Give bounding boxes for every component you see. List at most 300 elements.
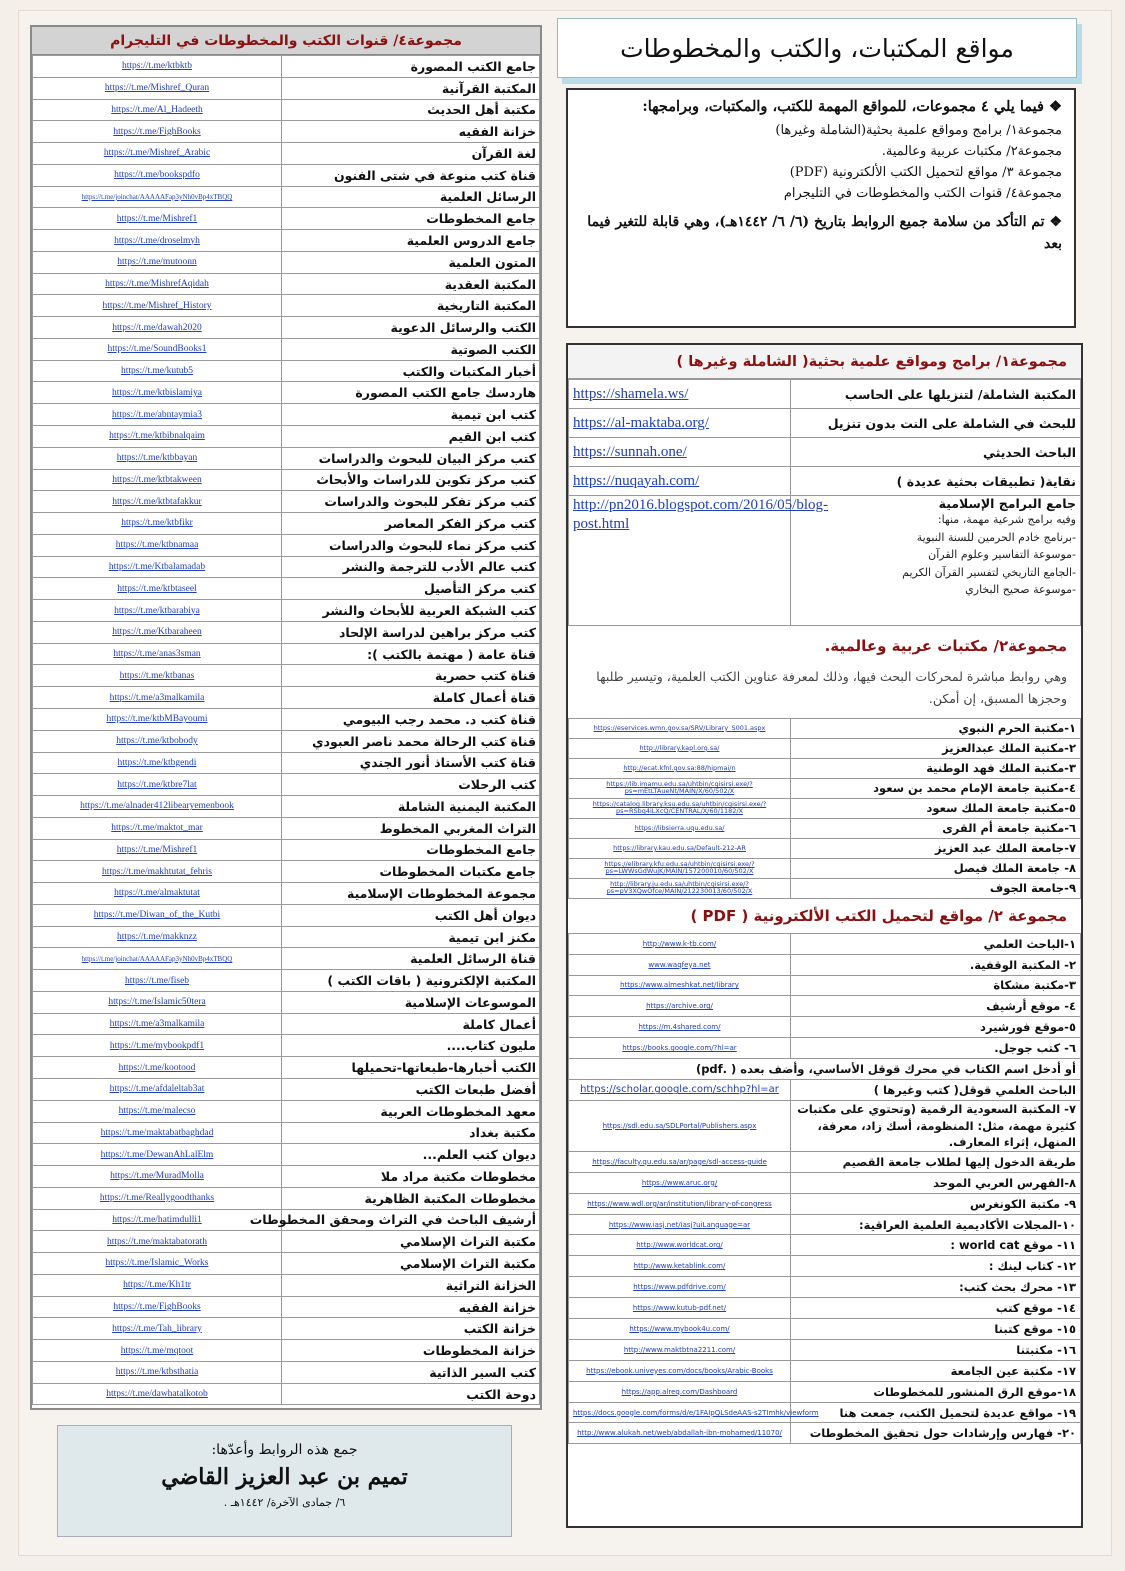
channel-name: قناة كتب حصرية xyxy=(282,665,540,687)
group4-heading: مجموعة٤/ قنوات الكتب والمخطوطات في التليجرام xyxy=(32,27,540,55)
table-row xyxy=(33,904,540,926)
table-row xyxy=(33,208,540,230)
channel-name: هاردسك جامع الكتب المصورة xyxy=(282,382,540,404)
table-row xyxy=(33,643,540,665)
channel-link[interactable]: https://t.me/maktabatbaghdad xyxy=(33,1122,282,1144)
table-row xyxy=(33,578,540,600)
channel-link[interactable]: https://t.me/MishrefAqidah xyxy=(33,273,282,295)
intro-box xyxy=(566,88,1076,328)
channel-link[interactable]: https://t.me/Ktbaraheen xyxy=(33,621,282,643)
channel-name: قناة كتب د. محمد رجب البيومي xyxy=(282,708,540,730)
download-site-name: ١٧- مكتبة عين الجامعة xyxy=(791,1360,1081,1381)
table-row xyxy=(33,426,540,448)
intro-heading: ❖ فيما يلي ٤ مجموعات، للمواقع المهمة للكتب، والمكتبات، وبرامجها: xyxy=(642,98,1062,115)
table-row xyxy=(33,796,540,818)
site-name: الباحث الحديثي xyxy=(791,438,1081,467)
download-site-name: ١٠-المجلات الأكاديمية العلمية العراقية: xyxy=(791,1214,1081,1235)
table-row xyxy=(569,438,1081,467)
programs-name: جامع البرامج الإسلامية xyxy=(938,496,1076,511)
table-row xyxy=(33,1340,540,1362)
table-row xyxy=(569,1214,1081,1235)
channel-link[interactable]: https://t.me/Mishref_Quran xyxy=(33,77,282,99)
table-row xyxy=(33,970,540,992)
channel-link[interactable]: https://t.me/bookspdfo xyxy=(33,164,282,186)
channel-name: أعمال كاملة xyxy=(282,1013,540,1035)
channel-link[interactable]: https://t.me/dawhatalkotob xyxy=(33,1383,282,1405)
table-row xyxy=(33,273,540,295)
programs-link[interactable]: http://pn2016.blogspot.com/2016/05/blog-post.html xyxy=(569,496,791,626)
library-link[interactable]: https://elibrary.kfu.edu.sa/uhtbin/cgisirsi.exe/?ps=LWWsGdWujK/MAIN/157200010/60/502/X xyxy=(569,858,791,878)
table-row xyxy=(33,295,540,317)
table-row xyxy=(33,121,540,143)
channel-link[interactable]: https://t.me/ktbsthatia xyxy=(33,1361,282,1383)
channel-name: كتب مركز البيان للبحوث والدراسات xyxy=(282,447,540,469)
channel-link[interactable]: https://t.me/anas3sman xyxy=(33,643,282,665)
channel-name: المكتبة اليمنية الشاملة xyxy=(282,796,540,818)
channel-link[interactable]: https://t.me/makhtutat_fehris xyxy=(33,861,282,883)
group1-table xyxy=(568,379,1081,626)
channel-link[interactable]: https://t.me/malecso xyxy=(33,1100,282,1122)
channel-name: المكتبة الإلكترونية ( باقات الكتب ) xyxy=(282,970,540,992)
signature-date: ٦/ جمادى الآخرة/ ١٤٤٢هـ . xyxy=(223,1496,346,1509)
table-row xyxy=(33,621,540,643)
channel-name: جامع الدروس العلمية xyxy=(282,230,540,252)
download-site-name: ١٥- موقع كتبنا xyxy=(791,1319,1081,1340)
channel-link[interactable]: https://t.me/ktbibnalqaim xyxy=(33,426,282,448)
library-name: ٦-مكتبة جامعة أم القرى xyxy=(791,818,1081,838)
channel-name: خزانة الفقيه xyxy=(282,121,540,143)
channel-name: كتب مركز تكوين للدراسات والأبحاث xyxy=(282,469,540,491)
library-link[interactable]: http://library.ju.edu.sa/uhtbin/cgisirsi.exe/?ps=pV3XQwOfce/MAIN/212230013/60/502/X xyxy=(569,878,791,898)
table-row xyxy=(33,1078,540,1100)
table-row xyxy=(569,1151,1081,1172)
download-site-link[interactable]: http://www.maktbtna2211.com/ xyxy=(569,1339,791,1360)
channel-link[interactable]: https://t.me/Ktbalamadab xyxy=(33,556,282,578)
download-site-link[interactable]: https://m.4shared.com/ xyxy=(569,1017,791,1038)
table-row xyxy=(569,496,1081,626)
page-title: مواقع المكتبات، والكتب والمخطوطات xyxy=(557,18,1077,78)
download-site-name: ٨-الفهرس العربي الموحد xyxy=(791,1172,1081,1193)
site-name: للبحث في الشاملة على النت بدون تنزيل xyxy=(791,409,1081,438)
table-row xyxy=(33,404,540,426)
channel-link[interactable]: https://t.me/Islamic50tera xyxy=(33,991,282,1013)
table-row xyxy=(33,1253,540,1275)
library-name: ١-مكتبة الحرم النبوي xyxy=(791,718,1081,738)
table-row xyxy=(569,1017,1081,1038)
channel-link[interactable]: https://t.me/a3malkamila xyxy=(33,687,282,709)
channel-name: جامع الكتب المصورة xyxy=(282,56,540,78)
table-row xyxy=(569,933,1081,954)
channel-link[interactable]: https://t.me/FighBooks xyxy=(33,121,282,143)
download-site-link[interactable]: www.waqfeya.net xyxy=(569,954,791,975)
table-row xyxy=(33,513,540,535)
table-row xyxy=(33,230,540,252)
table-row xyxy=(569,1339,1081,1360)
channel-link[interactable]: https://t.me/ktbtafakkur xyxy=(33,491,282,513)
download-site-link[interactable]: http://www.k-tb.com/ xyxy=(569,933,791,954)
download-site-link[interactable]: https://books.google.com/?hl=ar xyxy=(569,1038,791,1059)
table-row xyxy=(569,738,1081,758)
table-row xyxy=(33,991,540,1013)
channel-link[interactable]: https://t.me/SoundBooks1 xyxy=(33,338,282,360)
channel-name: معهد المخطوطات العربية xyxy=(282,1100,540,1122)
channel-link[interactable]: https://t.me/joinchat/AAAAAFap3yNh0vBp4xTBQQ xyxy=(33,186,282,208)
channel-link[interactable]: https://t.me/maktot_mar xyxy=(33,817,282,839)
channel-link[interactable]: https://t.me/Al_Hadeeth xyxy=(33,99,282,121)
download-site-link[interactable]: http://www.ketablink.com/ xyxy=(569,1256,791,1277)
table-row xyxy=(569,380,1081,409)
table-row xyxy=(33,1144,540,1166)
channel-name: جامع مكتبات المخطوطات xyxy=(282,861,540,883)
download-site-name: ١٦- مكتبتنا xyxy=(791,1339,1081,1360)
channel-link[interactable]: https://t.me/ktbarabiya xyxy=(33,600,282,622)
library-link[interactable]: https://libsierra.uqu.edu.sa/ xyxy=(569,818,791,838)
download-site-link[interactable]: https://faculty.qu.edu.sa/ar/page/sdl-access-guide xyxy=(569,1151,791,1172)
download-site-link[interactable]: https://www.wdl.org/ar/institution/library-of-congress xyxy=(569,1193,791,1214)
download-site-link[interactable]: https://scholar.google.com/schhp?hl=ar xyxy=(569,1079,791,1100)
download-site-name: ٤- موقع أرشيف xyxy=(791,996,1081,1017)
download-site-name: ١٢- كتاب لينك : xyxy=(791,1256,1081,1277)
intro-item: مجموعة٢/ مكتبات عربية وعالمية. xyxy=(881,144,1062,159)
download-site-name: ١٨-موقع الرق المنشور للمخطوطات xyxy=(791,1381,1081,1402)
channel-name: خزانة الكتب xyxy=(282,1318,540,1340)
table-row xyxy=(569,1059,1081,1080)
telegram-channels-table xyxy=(32,55,540,1405)
channel-link[interactable]: https://t.me/Reallygoodthanks xyxy=(33,1187,282,1209)
download-site-link[interactable]: https://docs.google.com/forms/d/e/1FAIpQLSdeAAS-s2TImhk/viewform xyxy=(569,1402,791,1423)
channel-name: مكتبة أهل الحديث xyxy=(282,99,540,121)
download-site-link[interactable]: https://ebook.univeyes.com/docs/books/Arabic-Books xyxy=(569,1360,791,1381)
channel-name: الكتب والرسائل الدعوية xyxy=(282,317,540,339)
group2-heading: مجموعة٢/ مكتبات عربية وعالمية. xyxy=(824,637,1067,655)
program-item: -موسوعة التفاسير وعلوم القرآن xyxy=(928,548,1076,562)
channel-link[interactable]: https://t.me/Islamic_Works xyxy=(33,1253,282,1275)
channel-link[interactable]: https://t.me/MuradMolla xyxy=(33,1166,282,1188)
table-row xyxy=(33,469,540,491)
download-site-name: ٢- المكتبة الوقفية. xyxy=(791,954,1081,975)
channel-link[interactable]: https://t.me/ktbtakween xyxy=(33,469,282,491)
table-row xyxy=(569,1079,1081,1100)
library-name: ٢-مكتبة الملك عبدالعزيز xyxy=(791,738,1081,758)
download-site-link[interactable]: https://www.pdfdrive.com/ xyxy=(569,1277,791,1298)
table-row xyxy=(33,1187,540,1209)
channel-link[interactable]: https://t.me/ktbislamiya xyxy=(33,382,282,404)
table-row xyxy=(33,1361,540,1383)
group2-description: وهي روابط مباشرة لمحركات البحث فيها، وذلك لمعرفة عناوين الكتب العلمية، وتيسير طلبها وحجزها المسبق، إن أمكن. xyxy=(596,669,1067,706)
download-site-name: الباحث العلمي قوقل( كتب وغيرها ) xyxy=(791,1079,1081,1100)
table-row xyxy=(569,838,1081,858)
channel-link[interactable]: https://t.me/DewanAhLalElm xyxy=(33,1144,282,1166)
group3-table xyxy=(568,933,1081,1445)
google-tip: أو أدخل اسم الكتاب في محرك قوقل الأساسي، وأضف بعده ( .pdf) xyxy=(569,1059,1081,1080)
table-row xyxy=(33,687,540,709)
table-row xyxy=(569,878,1081,898)
table-row xyxy=(33,752,540,774)
table-row xyxy=(33,1296,540,1318)
table-row xyxy=(33,1100,540,1122)
channel-name: التراث المغربي المخطوط xyxy=(282,817,540,839)
download-site-link[interactable]: http://www.worldcat.org/ xyxy=(569,1235,791,1256)
site-link[interactable]: https://sunnah.one/ xyxy=(569,438,791,467)
channel-link[interactable]: https://t.me/mybookpdf1 xyxy=(33,1035,282,1057)
download-site-name: ٢٠- فهارس وإرشادات حول تحقيق المخطوطات xyxy=(791,1423,1081,1444)
channel-name: جامع المخطوطات xyxy=(282,839,540,861)
table-row xyxy=(33,1318,540,1340)
channel-name: قناة أعمال كاملة xyxy=(282,687,540,709)
channel-link[interactable]: https://t.me/Mishref_Arabic xyxy=(33,143,282,165)
table-row xyxy=(569,1100,1081,1151)
channel-name: مكنز ابن تيمية xyxy=(282,926,540,948)
table-row xyxy=(569,798,1081,818)
download-site-name: ٦- كتب جوجل. xyxy=(791,1038,1081,1059)
channel-name: مخطوطات المكتبة الظاهرية xyxy=(282,1187,540,1209)
channel-name: ديوان كتب العلم... xyxy=(282,1144,540,1166)
channel-link[interactable]: https://t.me/ktbnamaa xyxy=(33,534,282,556)
table-row xyxy=(33,1209,540,1231)
table-row xyxy=(33,164,540,186)
table-row xyxy=(569,818,1081,838)
table-row xyxy=(33,1383,540,1405)
table-row xyxy=(569,1423,1081,1444)
library-name: ٧-جامعة الملك عبد العزيز xyxy=(791,838,1081,858)
table-row xyxy=(33,556,540,578)
table-row xyxy=(569,1277,1081,1298)
channel-link[interactable]: https://t.me/abntaymia3 xyxy=(33,404,282,426)
table-row xyxy=(33,1057,540,1079)
channel-link[interactable]: https://t.me/mutoonn xyxy=(33,251,282,273)
channel-link[interactable]: https://t.me/hatimdulli1 xyxy=(33,1209,282,1231)
channel-link[interactable]: https://t.me/a3malkamila xyxy=(33,1013,282,1035)
channel-link[interactable]: https://t.me/Mishref1 xyxy=(33,208,282,230)
channel-link[interactable]: https://t.me/ktbobody xyxy=(33,730,282,752)
table-row xyxy=(33,861,540,883)
library-name: ٤-مكتبة جامعة الإمام محمد بن سعود xyxy=(791,778,1081,798)
program-item: -الجامع التاريخي لتفسير القرآن الكريم xyxy=(902,565,1076,579)
program-item: -برنامج خادم الحرمين للسنة النبوية xyxy=(916,530,1076,544)
table-row xyxy=(33,56,540,78)
channel-name: الكتب أخبارها-طبعاتها-تحميلها xyxy=(282,1057,540,1079)
channel-name: لغة القرآن xyxy=(282,143,540,165)
table-row xyxy=(569,1172,1081,1193)
download-site-link[interactable]: https://www.mybook4u.com/ xyxy=(569,1319,791,1340)
download-site-name: ٩- مكتبة الكونغرس xyxy=(791,1193,1081,1214)
table-row xyxy=(569,975,1081,996)
author-signature-box xyxy=(57,1425,512,1537)
library-name: ٣-مكتبة الملك فهد الوطنية xyxy=(791,758,1081,778)
intro-item: مجموعة ٣/ مواقع لتحميل الكتب الألكترونية (PDF) xyxy=(789,165,1062,180)
channel-link[interactable]: https://t.me/alnader412libearyemenbook xyxy=(33,796,282,818)
table-row xyxy=(569,1402,1081,1423)
groups-panel xyxy=(566,343,1083,1528)
channel-name: مكتبة التراث الإسلامي xyxy=(282,1231,540,1253)
table-row xyxy=(33,600,540,622)
channel-link[interactable]: https://t.me/ktbre7lat xyxy=(33,774,282,796)
site-link[interactable]: https://al-maktaba.org/ xyxy=(569,409,791,438)
library-link[interactable]: https://lib.imamu.edu.sa/uhtbin/cgisirsi.exe/?ps=mEtLTAueNt/MAIN/X/60/502/X xyxy=(569,778,791,798)
channel-link[interactable]: https://t.me/ktbanas xyxy=(33,665,282,687)
table-row xyxy=(569,1360,1081,1381)
download-site-link[interactable]: https://www.almeshkat.net/library xyxy=(569,975,791,996)
table-row xyxy=(569,1193,1081,1214)
table-row xyxy=(569,1298,1081,1319)
channel-link[interactable]: https://t.me/mqtoot xyxy=(33,1340,282,1362)
table-row xyxy=(33,186,540,208)
channel-name: كتب مركز نماء للبحوث والدراسات xyxy=(282,534,540,556)
channel-name: مخطوطات مكتبة مراد ملا xyxy=(282,1166,540,1188)
table-row xyxy=(33,338,540,360)
channel-name: مكتبة بغداد xyxy=(282,1122,540,1144)
table-row xyxy=(569,778,1081,798)
download-site-name: ١٤- موقع كتب xyxy=(791,1298,1081,1319)
channel-name: كتب مركز التأصيل xyxy=(282,578,540,600)
channel-link[interactable]: https://t.me/ktbMBayoumi xyxy=(33,708,282,730)
program-item: -موسوعة صحيح البخاري xyxy=(965,583,1076,597)
table-row xyxy=(569,1235,1081,1256)
channel-name: كتب الشبكة العربية للأبحاث والنشر xyxy=(282,600,540,622)
channel-link[interactable]: https://t.me/almaktutat xyxy=(33,883,282,905)
channel-name: ديوان أهل الكتب xyxy=(282,904,540,926)
channel-name: جامع المخطوطات xyxy=(282,208,540,230)
library-link[interactable]: https://eservices.wmn.gov.sa/SRV/Library_S001.aspx xyxy=(569,718,791,738)
channel-name: قناة كتب الأستاذ أنور الجندي xyxy=(282,752,540,774)
library-link[interactable]: https://library.kau.edu.sa/Default-212-AR xyxy=(569,838,791,858)
channel-link[interactable]: https://t.me/Mishref_History xyxy=(33,295,282,317)
group1-heading: مجموعة١/ برامج ومواقع علمية بحثية( الشاملة وغيرها ) xyxy=(568,345,1081,379)
channel-link[interactable]: https://t.me/Mishref1 xyxy=(33,839,282,861)
download-site-link[interactable]: http://www.alukah.net/web/abdallah-ibn-mohamed/11070/ xyxy=(569,1423,791,1444)
table-row xyxy=(33,839,540,861)
library-name: ٨- جامعة الملك فيصل xyxy=(791,858,1081,878)
download-site-link[interactable]: https://app.alreq.com/Dashboard xyxy=(569,1381,791,1402)
channel-link[interactable]: https://t.me/joinchat/AAAAAFap3yNh0vBp4xTBQQ xyxy=(33,948,282,970)
channel-name: الكتب الصوتية xyxy=(282,338,540,360)
table-row xyxy=(33,1013,540,1035)
channel-link[interactable]: https://t.me/droselmyh xyxy=(33,230,282,252)
group3-heading: مجموعة ٢/ مواقع لتحميل الكتب الألكترونية ( PDF ) xyxy=(690,906,1067,925)
table-row xyxy=(569,409,1081,438)
table-row xyxy=(569,718,1081,738)
download-site-name: ١٩- مواقع عديدة لتحميل الكتب، جمعت هنا xyxy=(791,1402,1081,1423)
site-name: نقاية( تطبيقات بحثية عديدة ) xyxy=(791,467,1081,496)
channel-name: كتب ابن تيمية xyxy=(282,404,540,426)
channel-link[interactable]: https://t.me/afdaleltab3at xyxy=(33,1078,282,1100)
program-item: وفيه برامج شرعية مهمة، منها: xyxy=(937,513,1076,526)
channel-name: أفضل طبعات الكتب xyxy=(282,1078,540,1100)
site-link[interactable]: https://shamela.ws/ xyxy=(569,380,791,409)
library-link[interactable]: http://library.kapl.org.sa/ xyxy=(569,738,791,758)
channel-name: مكتبة التراث الإسلامي xyxy=(282,1253,540,1275)
channel-link[interactable]: https://t.me/dawah2020 xyxy=(33,317,282,339)
author-name: تميم بن عبد العزيز القاضي xyxy=(161,1464,408,1490)
library-link[interactable]: https://catalog.library.ksu.edu.sa/uhtbin/cgisirsi.exe/?ps=RSbq4iLXcQ/CENTRAL/X/60/1182/X xyxy=(569,798,791,818)
channel-link[interactable]: https://t.me/Diwan_of_the_Kutbi xyxy=(33,904,282,926)
channel-name: خزانة المخطوطات xyxy=(282,1340,540,1362)
library-name: ٥-مكتبة جامعة الملك سعود xyxy=(791,798,1081,818)
channel-link[interactable]: https://t.me/ktbtaseel xyxy=(33,578,282,600)
table-row xyxy=(569,954,1081,975)
download-site-name: ٥-موقع فورشيرد xyxy=(791,1017,1081,1038)
table-row xyxy=(33,99,540,121)
download-site-link[interactable]: https://archive.org/ xyxy=(569,996,791,1017)
channel-name: دوحة الكتب xyxy=(282,1383,540,1405)
table-row xyxy=(33,883,540,905)
table-row xyxy=(569,1381,1081,1402)
download-site-link[interactable]: https://sdl.edu.sa/SDLPortal/Publishers.aspx xyxy=(569,1100,791,1151)
channel-name: كتب مركز الفكر المعاصر xyxy=(282,513,540,535)
table-row xyxy=(33,447,540,469)
channel-link[interactable]: https://t.me/fiseb xyxy=(33,970,282,992)
channel-name: الموسوعات الإسلامية xyxy=(282,991,540,1013)
download-site-name: ١-الباحث العلمي xyxy=(791,933,1081,954)
channel-name: الرسائل العلمية xyxy=(282,186,540,208)
channel-link[interactable]: https://t.me/ktbktb xyxy=(33,56,282,78)
table-row xyxy=(569,1256,1081,1277)
table-row xyxy=(33,491,540,513)
table-row xyxy=(33,948,540,970)
download-site-name: ١١- موقع world cat : xyxy=(791,1235,1081,1256)
download-site-link[interactable]: https://www.iasj.net/iasj?uiLanguage=ar xyxy=(569,1214,791,1235)
library-name: ٩-جامعة الجوف xyxy=(791,878,1081,898)
channel-link[interactable]: https://t.me/ktbgendi xyxy=(33,752,282,774)
channel-link[interactable]: https://t.me/FighBooks xyxy=(33,1296,282,1318)
table-row xyxy=(569,1038,1081,1059)
date-note: ❖ تم التأكد من سلامة جميع الروابط بتاريخ (٦/ ٦/ ١٤٤٢هـ)، وهي قابلة للتغير فيما بعد xyxy=(587,214,1062,253)
library-link[interactable]: http://ecat.kfnl.gov.sa:88/hipmai/n xyxy=(569,758,791,778)
channel-name: قناة عامة ( مهتمة بالكتب ): xyxy=(282,643,540,665)
channel-name: قناة الرسائل العلمية xyxy=(282,948,540,970)
signature-intro: جمع هذه الروابط وأعدّها: xyxy=(211,1442,358,1458)
channel-name: كتب مركز براهين لدراسة الإلحاد xyxy=(282,621,540,643)
table-row xyxy=(569,858,1081,878)
channel-name: المكتبة التاريخية xyxy=(282,295,540,317)
intro-item: مجموعة١/ برامج ومواقع علمية بحثية(الشاملة وغيرها) xyxy=(775,123,1062,138)
table-row xyxy=(33,143,540,165)
site-link[interactable]: https://nuqayah.com/ xyxy=(569,467,791,496)
table-row xyxy=(33,534,540,556)
table-row xyxy=(569,996,1081,1017)
download-site-name: طريقة الدخول إليها لطلاب جامعة القصيم xyxy=(791,1151,1081,1172)
channel-link[interactable]: https://t.me/Tah_library xyxy=(33,1318,282,1340)
table-row xyxy=(33,251,540,273)
channel-link[interactable]: https://t.me/kutub5 xyxy=(33,360,282,382)
channel-name: كتب الرحلات xyxy=(282,774,540,796)
table-row xyxy=(33,1122,540,1144)
table-row xyxy=(33,708,540,730)
table-row xyxy=(33,1035,540,1057)
channel-name: أرشيف الباحث في التراث ومحقق المخطوطات xyxy=(282,1209,540,1231)
download-site-name: ١٣- محرك بحث كتب: xyxy=(791,1277,1081,1298)
channel-name: المكتبة القرآنية xyxy=(282,77,540,99)
download-site-link[interactable]: https://www.aruc.org/ xyxy=(569,1172,791,1193)
table-row xyxy=(569,1319,1081,1340)
channel-link[interactable]: https://t.me/ktbbayan xyxy=(33,447,282,469)
table-row xyxy=(33,817,540,839)
table-row xyxy=(33,317,540,339)
channel-name: المكتبة العقدية xyxy=(282,273,540,295)
download-site-link[interactable]: https://www.kutub-pdf.net/ xyxy=(569,1298,791,1319)
table-row xyxy=(569,758,1081,778)
channel-name: كتب مركز تفكر للبحوث والدراسات xyxy=(282,491,540,513)
channel-link[interactable]: https://t.me/maktabatorath xyxy=(33,1231,282,1253)
channel-link[interactable]: https://t.me/makknzz xyxy=(33,926,282,948)
table-row xyxy=(33,1231,540,1253)
site-name: المكتبة الشاملة/ لتنزيلها على الحاسب xyxy=(791,380,1081,409)
table-row xyxy=(33,1166,540,1188)
channel-link[interactable]: https://t.me/ktbfikr xyxy=(33,513,282,535)
channel-link[interactable]: https://t.me/Kh1tr xyxy=(33,1274,282,1296)
channel-name: المتون العلمية xyxy=(282,251,540,273)
channel-link[interactable]: https://t.me/kootood xyxy=(33,1057,282,1079)
